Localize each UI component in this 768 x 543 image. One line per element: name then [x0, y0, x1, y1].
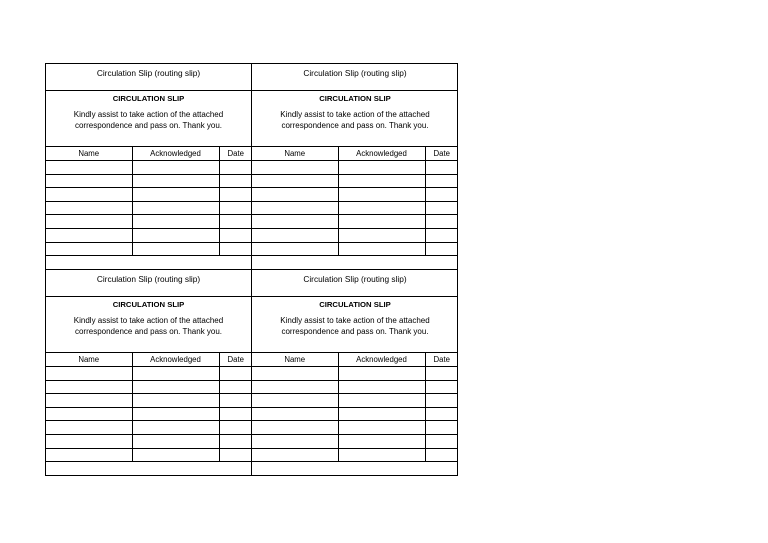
- acknowledged-cell: [338, 188, 425, 202]
- acknowledged-cell: [338, 229, 425, 243]
- acknowledged-cell: [132, 367, 219, 381]
- date-cell: [425, 215, 458, 229]
- slip-message-line: correspondence and pass on. Thank you.: [74, 327, 223, 336]
- slip-title: Circulation Slip (routing slip): [46, 64, 251, 91]
- name-cell: [252, 161, 338, 175]
- acknowledged-cell: [132, 435, 219, 449]
- blank-rows: [46, 161, 252, 256]
- slip-title: Circulation Slip (routing slip): [252, 270, 458, 297]
- name-cell: [252, 229, 338, 243]
- table-row: [46, 174, 252, 188]
- table-row: [46, 215, 252, 229]
- acknowledged-cell: [338, 394, 425, 408]
- name-cell: [252, 174, 338, 188]
- blank-rows: [46, 367, 252, 462]
- date-cell: [219, 367, 252, 381]
- date-cell: [425, 161, 458, 175]
- date-cell: [219, 229, 252, 243]
- blank-rows: [252, 161, 458, 256]
- acknowledged-cell: [132, 421, 219, 435]
- slip-message-line: Kindly assist to take action of the attached: [73, 316, 224, 325]
- acknowledged-cell: [132, 229, 219, 243]
- name-cell: [46, 215, 132, 229]
- slip-info: [252, 91, 458, 147]
- table-row: [46, 394, 252, 408]
- date-cell: [219, 201, 252, 215]
- date-cell: [219, 407, 252, 421]
- date-cell: [425, 188, 458, 202]
- date-cell: [219, 215, 252, 229]
- date-cell: [219, 394, 252, 408]
- date-cell: [219, 380, 252, 394]
- date-cell: [219, 448, 252, 462]
- slip-message-line: correspondence and pass on. Thank you.: [281, 327, 429, 336]
- column-header-name: Name: [46, 147, 132, 161]
- table-row: [46, 448, 252, 462]
- name-cell: [252, 435, 338, 449]
- date-cell: [425, 435, 458, 449]
- acknowledged-cell: [338, 407, 425, 421]
- name-cell: [252, 448, 338, 462]
- name-cell: [252, 380, 338, 394]
- name-cell: [46, 174, 132, 188]
- table-row: [252, 407, 458, 421]
- name-cell: [46, 421, 132, 435]
- slip-info: [46, 91, 251, 147]
- column-header-name: Name: [252, 353, 338, 367]
- acknowledged-cell: [338, 380, 425, 394]
- acknowledged-cell: [338, 448, 425, 462]
- table-row: [252, 215, 458, 229]
- table-row: [46, 161, 252, 175]
- acknowledged-cell: [132, 201, 219, 215]
- slip-message: [46, 109, 251, 131]
- table-header-row: [252, 147, 458, 161]
- table-row: [46, 421, 252, 435]
- date-cell: [219, 421, 252, 435]
- acknowledged-cell: [132, 188, 219, 202]
- column-header-name: Name: [252, 147, 338, 161]
- slip-message: [252, 315, 458, 337]
- name-cell: [252, 201, 338, 215]
- date-cell: [219, 174, 252, 188]
- date-cell: [425, 201, 458, 215]
- table-row: [46, 242, 252, 256]
- date-cell: [425, 448, 458, 462]
- table-row: [46, 435, 252, 449]
- circulation-slip-sheet: [45, 63, 458, 476]
- acknowledged-cell: [338, 421, 425, 435]
- table-row: [252, 367, 458, 381]
- name-cell: [46, 201, 132, 215]
- name-cell: [252, 394, 338, 408]
- table-row: [252, 421, 458, 435]
- column-header-acknowledged: Acknowledged: [338, 353, 425, 367]
- date-cell: [425, 367, 458, 381]
- circulation-slip: [46, 270, 252, 476]
- slip-heading: CIRCULATION SLIP: [112, 300, 185, 309]
- acknowledgement-table: [46, 353, 252, 462]
- column-header-date: Date: [219, 147, 252, 161]
- table-row: [252, 242, 458, 256]
- slip-message-line: correspondence and pass on. Thank you.: [281, 121, 429, 130]
- name-cell: [252, 367, 338, 381]
- acknowledged-cell: [132, 448, 219, 462]
- name-cell: [252, 188, 338, 202]
- column-header-date: Date: [425, 147, 458, 161]
- acknowledgement-table: [46, 147, 252, 256]
- column-header-name: Name: [46, 353, 132, 367]
- slip-heading: CIRCULATION SLIP: [112, 94, 185, 103]
- table-row: [46, 229, 252, 243]
- date-cell: [425, 174, 458, 188]
- name-cell: [252, 215, 338, 229]
- name-cell: [46, 188, 132, 202]
- name-cell: [252, 421, 338, 435]
- date-cell: [425, 380, 458, 394]
- acknowledged-cell: [132, 380, 219, 394]
- table-header-row: [46, 147, 252, 161]
- name-cell: [46, 407, 132, 421]
- slip-title: Circulation Slip (routing slip): [46, 270, 251, 297]
- table-row: [252, 174, 458, 188]
- slip-heading: CIRCULATION SLIP: [319, 94, 391, 103]
- table-row: [46, 367, 252, 381]
- acknowledgement-table: [252, 147, 458, 256]
- table-row: [252, 188, 458, 202]
- date-cell: [219, 242, 252, 256]
- acknowledged-cell: [132, 394, 219, 408]
- date-cell: [425, 242, 458, 256]
- blank-rows: [252, 367, 458, 462]
- table-row: [46, 188, 252, 202]
- date-cell: [219, 435, 252, 449]
- table-row: [46, 380, 252, 394]
- table-row: [46, 201, 252, 215]
- acknowledgement-table: [252, 353, 458, 462]
- date-cell: [219, 188, 252, 202]
- slip-message-line: Kindly assist to take action of the attached: [73, 110, 224, 119]
- table-header-row: [252, 353, 458, 367]
- table-row: [252, 380, 458, 394]
- slip-message-line: Kindly assist to take action of the attached: [280, 110, 430, 119]
- table-row: [252, 201, 458, 215]
- column-header-acknowledged: Acknowledged: [132, 353, 219, 367]
- table-row: [46, 407, 252, 421]
- date-cell: [425, 229, 458, 243]
- circulation-slip: [46, 64, 252, 270]
- slip-title: Circulation Slip (routing slip): [252, 64, 458, 91]
- acknowledged-cell: [338, 201, 425, 215]
- acknowledged-cell: [132, 161, 219, 175]
- name-cell: [46, 380, 132, 394]
- date-cell: [219, 161, 252, 175]
- acknowledged-cell: [132, 215, 219, 229]
- name-cell: [252, 242, 338, 256]
- name-cell: [46, 242, 132, 256]
- column-header-date: Date: [219, 353, 252, 367]
- circulation-slip: [252, 270, 458, 476]
- date-cell: [425, 407, 458, 421]
- name-cell: [46, 229, 132, 243]
- table-header-row: [46, 353, 252, 367]
- table-row: [252, 161, 458, 175]
- name-cell: [46, 161, 132, 175]
- column-header-acknowledged: Acknowledged: [132, 147, 219, 161]
- acknowledged-cell: [338, 242, 425, 256]
- table-row: [252, 435, 458, 449]
- name-cell: [46, 435, 132, 449]
- name-cell: [252, 407, 338, 421]
- acknowledged-cell: [132, 407, 219, 421]
- column-header-date: Date: [425, 353, 458, 367]
- table-row: [252, 448, 458, 462]
- table-row: [252, 229, 458, 243]
- slip-message: [252, 109, 458, 131]
- slip-heading: CIRCULATION SLIP: [319, 300, 391, 309]
- column-header-acknowledged: Acknowledged: [338, 147, 425, 161]
- name-cell: [46, 394, 132, 408]
- acknowledged-cell: [338, 215, 425, 229]
- circulation-slip: [252, 64, 458, 270]
- acknowledged-cell: [338, 367, 425, 381]
- slip-message: [46, 315, 251, 337]
- slip-info: [252, 297, 458, 353]
- date-cell: [425, 421, 458, 435]
- slip-message-line: Kindly assist to take action of the attached: [280, 316, 430, 325]
- slip-info: [46, 297, 251, 353]
- name-cell: [46, 448, 132, 462]
- acknowledged-cell: [338, 435, 425, 449]
- acknowledged-cell: [132, 242, 219, 256]
- date-cell: [425, 394, 458, 408]
- table-row: [252, 394, 458, 408]
- acknowledged-cell: [132, 174, 219, 188]
- name-cell: [46, 367, 132, 381]
- acknowledged-cell: [338, 161, 425, 175]
- acknowledged-cell: [338, 174, 425, 188]
- slip-message-line: correspondence and pass on. Thank you.: [74, 121, 223, 130]
